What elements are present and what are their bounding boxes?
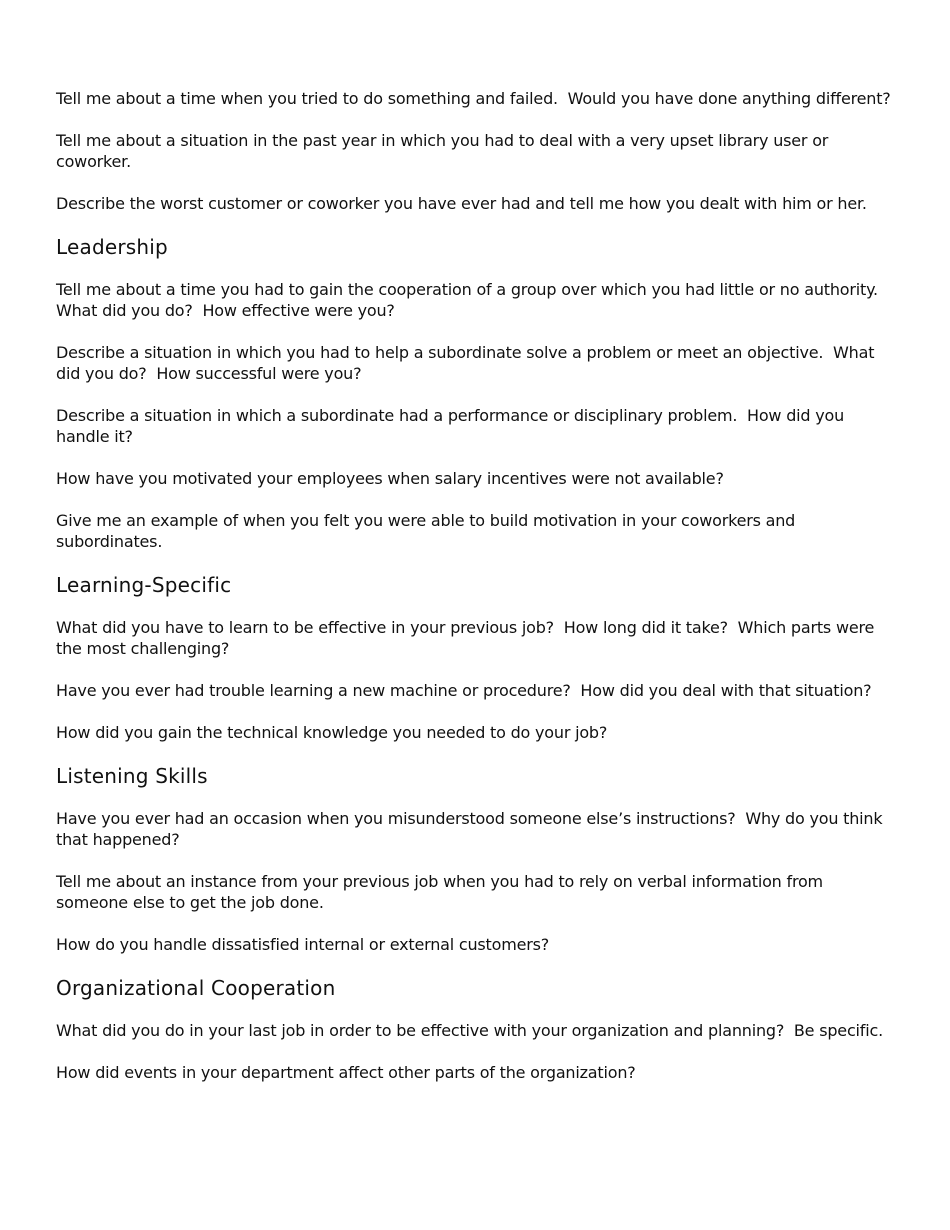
leadership-question-5: Give me an example of when you felt you were able to build motivation in your coworkers and subordinates. (56, 511, 801, 551)
document-page (56, 88, 896, 1104)
organizational-question-1: What did you do in your last job in order to be effective with your organization and planning? Be specific. (56, 1021, 883, 1040)
intro-question-1: Tell me about a time when you tried to do something and failed. Would you have done anything different? (56, 89, 891, 108)
section-heading-organizational-cooperation: Organizational Cooperation (56, 976, 336, 1000)
listening-question-3: How do you handle dissatisfied internal or external customers? (56, 935, 550, 954)
learning-question-2: Have you ever had trouble learning a new machine or procedure? How did you deal with that situation? (56, 681, 872, 700)
listening-question-2: Tell me about an instance from your previous job when you had to rely on verbal information from someone else to get the job done. (56, 872, 828, 912)
learning-question-3: How did you gain the technical knowledge you needed to do your job? (56, 723, 608, 742)
leadership-question-1: Tell me about a time you had to gain the cooperation of a group over which you had little or no authority. What did you do? How effective were you? (56, 280, 888, 320)
section-heading-learning-specific: Learning-Specific (56, 573, 232, 597)
section-heading-leadership: Leadership (56, 235, 168, 259)
organizational-question-2: How did events in your department affect other parts of the organization? (56, 1063, 636, 1082)
intro-question-2: Tell me about a situation in the past year in which you had to deal with a very upset library user or coworker. (56, 131, 834, 171)
learning-question-1: What did you have to learn to be effective in your previous job? How long did it take? Which parts were the most challenging? (56, 618, 880, 658)
leadership-question-4: How have you motivated your employees when salary incentives were not available? (56, 469, 724, 488)
leadership-question-3: Describe a situation in which a subordinate had a performance or disciplinary problem. How did you handle it? (56, 406, 849, 446)
section-heading-listening-skills: Listening Skills (56, 764, 208, 788)
intro-question-3: Describe the worst customer or coworker you have ever had and tell me how you dealt with him or her. (56, 194, 867, 213)
leadership-question-2: Describe a situation in which you had to help a subordinate solve a problem or meet an objective. What did you do? How successful were you? (56, 343, 880, 383)
listening-question-1: Have you ever had an occasion when you misunderstood someone else’s instructions? Why do you think that happened? (56, 809, 888, 849)
